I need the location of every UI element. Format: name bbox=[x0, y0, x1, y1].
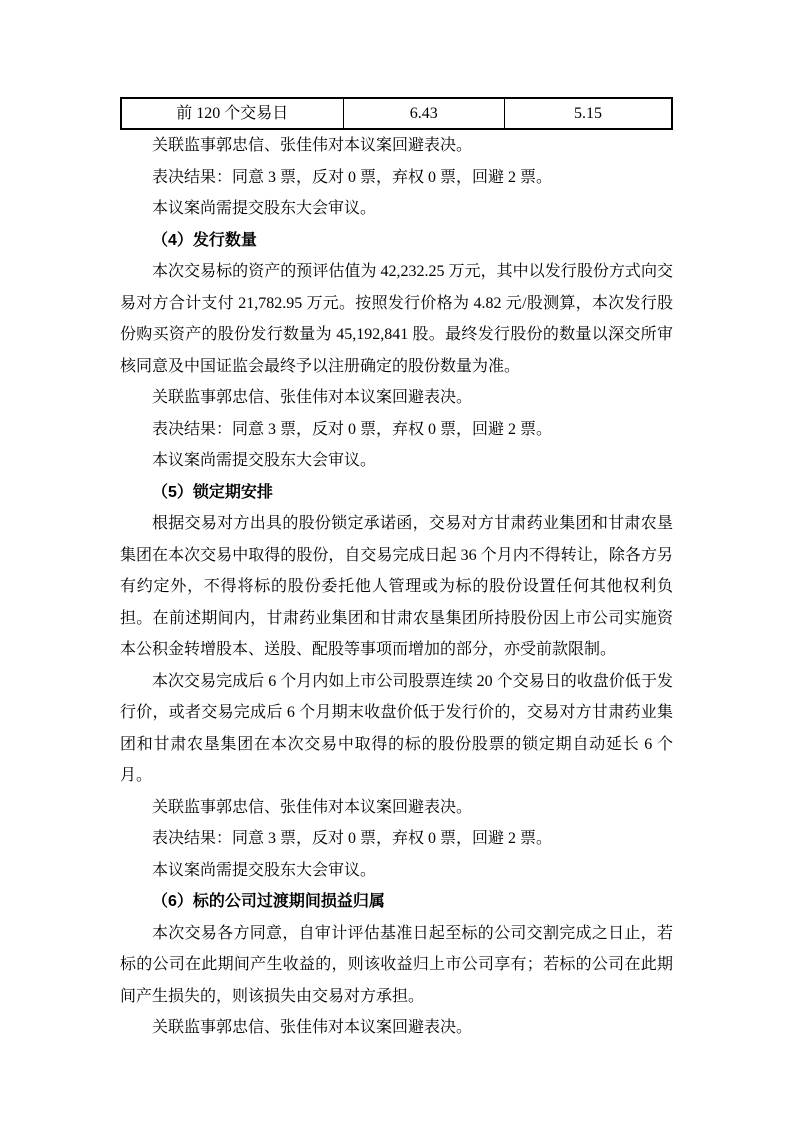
paragraph-submit-notice: 本议案尚需提交股东大会审议。 bbox=[152, 452, 377, 469]
section-heading-6: （6）标的公司过渡期间损益归属 bbox=[152, 893, 385, 910]
paragraph-vote-result: 表决结果：同意 3 票，反对 0 票，弃权 0 票，回避 2 票。 bbox=[152, 420, 553, 438]
trading-day-price-table bbox=[120, 97, 673, 130]
paragraph-recusal: 关联监事郭忠信、张佳伟对本议案回避表决。 bbox=[152, 137, 473, 154]
paragraph-recusal: 关联监事郭忠信、张佳伟对本议案回避表决。 bbox=[152, 798, 473, 816]
section-heading-4: （4）发行数量 bbox=[152, 231, 257, 249]
table-cell-label: 前 120 个交易日 bbox=[121, 98, 343, 129]
paragraph-submit-notice: 本议案尚需提交股东大会审议。 bbox=[152, 861, 377, 879]
paragraph-vote-result: 表决结果：同意 3 票，反对 0 票，弃权 0 票，回避 2 票。 bbox=[152, 830, 553, 847]
paragraph-lockup-terms: 根据交易对方出具的股份锁定承诺函，交易对方甘肃药业集团和甘肃农垦集团在本次交易中取得的股份，自交易完成日起 36 个月内不得转让，除各方另有约定外，不得将标的股份委托他人管理或为标的股份设置任何其他权利负担。在前述期间内，甘肃药业集团和甘肃农垦集团所持股份因上市公司实施资本公积金转增股本、送股、配股等事项而增加的部分，亦受前款限制。 bbox=[120, 515, 673, 658]
paragraph-transition-pl: 本次交易各方同意，自审计评估基准日起至标的公司交割完成之日止，若标的公司在此期间产生收益的，则该收益归上市公司享有；若标的公司在此期间产生损失的，则该损失由交易对方承担。 bbox=[120, 924, 673, 1005]
paragraph-recusal: 关联监事郭忠信、张佳伟对本议案回避表决。 bbox=[152, 389, 473, 406]
table-cell-value-1: 6.43 bbox=[343, 98, 504, 129]
table-row bbox=[121, 98, 672, 129]
paragraph-issue-quantity: 本次交易标的资产的预评估值为 42,232.25 万元，其中以发行股份方式向交易对方合计支付 21,782.95 万元。按照发行价格为 4.82 元/股测算，本次发行股份购买资产的股份发行数量为 45,192,841 股。最终发行股份的数量以深交所审核同意及中国证监会最终予以注册确定的股份数量为准。 bbox=[120, 263, 673, 375]
section-heading-5: （5）锁定期安排 bbox=[152, 483, 273, 501]
paragraph-submit-notice: 本议案尚需提交股东大会审议。 bbox=[152, 200, 377, 217]
table-cell-value-2: 5.15 bbox=[504, 98, 672, 129]
paragraph-vote-result: 表决结果：同意 3 票，反对 0 票，弃权 0 票，回避 2 票。 bbox=[152, 168, 553, 186]
paragraph-recusal: 关联监事郭忠信、张佳伟对本议案回避表决。 bbox=[152, 1019, 473, 1036]
document-content bbox=[120, 97, 673, 1044]
paragraph-lockup-extension: 本次交易完成后 6 个月内如上市公司股票连续 20 个交易日的收盘价低于发行价，或者交易完成后 6 个月期末收盘价低于发行价的，交易对方甘肃药业集团和甘肃农垦集团在本次交易中取得的标的股份股票的锁定期自动延长 6 个月。 bbox=[120, 672, 673, 784]
